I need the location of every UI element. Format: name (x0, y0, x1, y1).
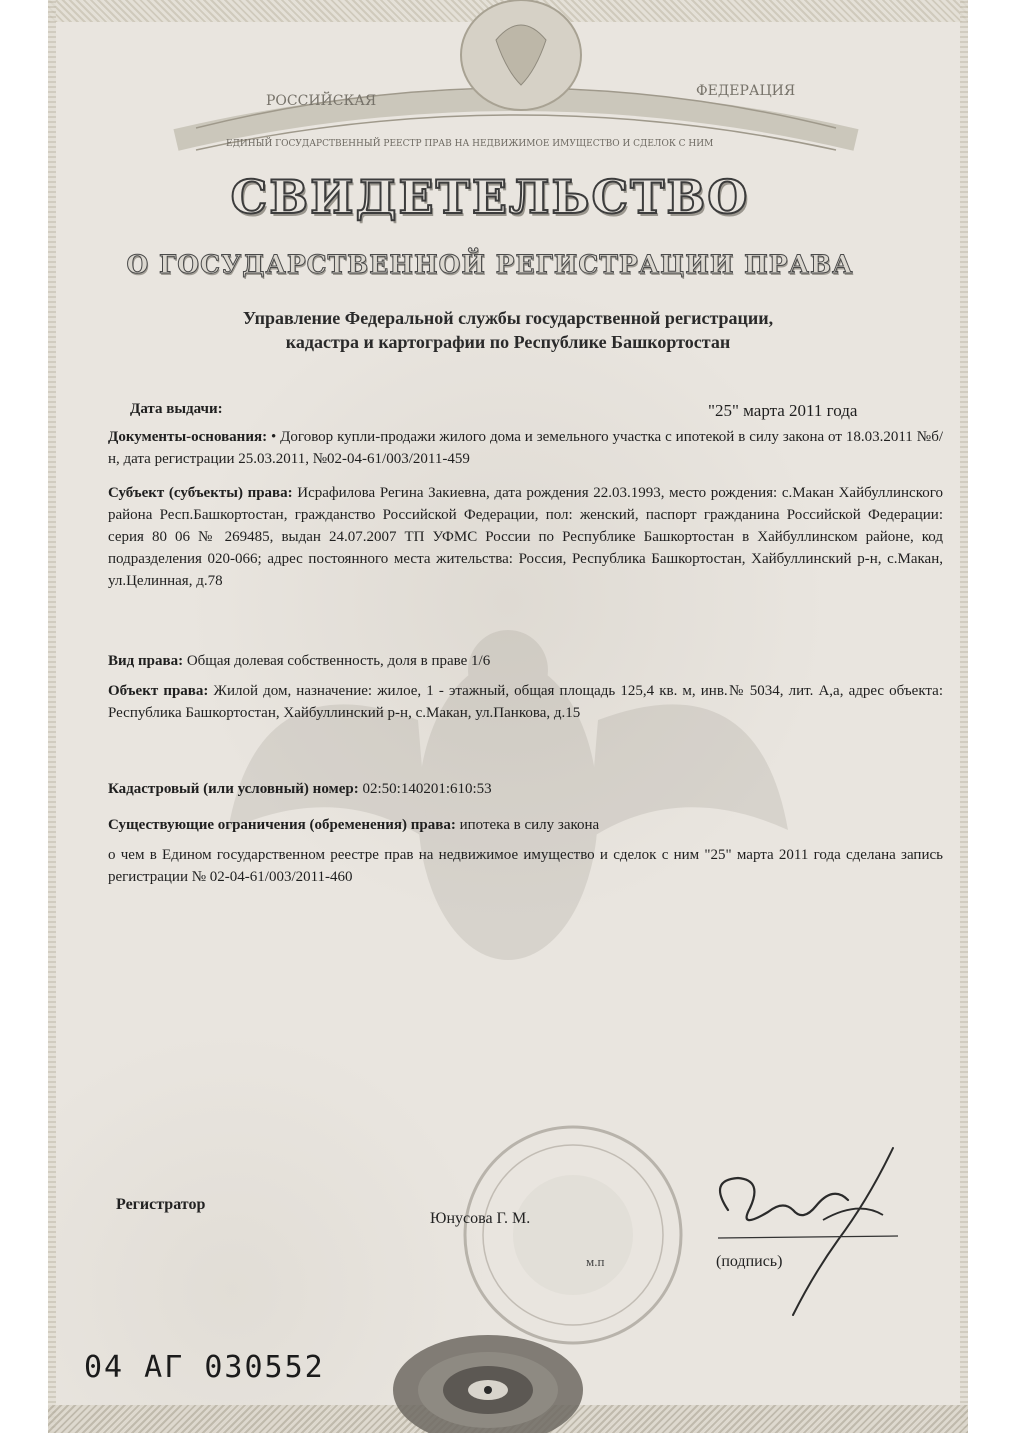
svg-text:ФЕДЕРАЦИЯ: ФЕДЕРАЦИЯ (696, 83, 796, 99)
encumbrances-text: ипотека в силу закона (455, 817, 600, 833)
rosette-ornament-icon (388, 1320, 588, 1433)
state-emblem-band (116, 0, 916, 180)
authority-line: Управление Федеральной службы государственной регистрации, (242, 308, 774, 328)
document-title: СВИДЕТЕЛЬСТВО (230, 170, 750, 224)
cadastral-number-value: 02:50:140201:610:53 (358, 781, 492, 797)
right-object-label: Объект права: (108, 683, 209, 699)
cadastral-number-label: Кадастровый (или условный) номер: (108, 781, 359, 797)
documents-basis (108, 426, 943, 470)
registry-record: о чем в Едином государственном реестре прав на недвижимое имущество и сделок с ним "25" марта 2011 года сделана запись регистрации № 02-04-61/003/2011-460 (108, 847, 943, 885)
right-type-label: Вид права: (108, 653, 184, 669)
cadastral-number (108, 778, 943, 800)
svg-text:ЕДИНЫЙ ГОСУДАРСТВЕННЫЙ РЕЕСТР: ЕДИНЫЙ ГОСУДАРСТВЕННЫЙ РЕЕСТР ПРАВ НА НЕДВИЖИМОЕ ИМУЩЕСТВО И СДЕЛОК С НИМ (226, 139, 714, 149)
right-holder-text: Исрафилова Регина Закиевна, дата рождения 22.03.1993, место рождения: с.Макан Хайбуллинского района Респ.Башкортостан, гражданство Российской Федерации, пол: женский, паспорт гражданина Российской Федерации: серия 80 06 № 269485, выдан 24.07.2007 ТП УФМС России по Республике Башкортостан в Хайбуллинском районе, код подразделения 020-066; адрес постоянного места жительства: Россия, Республика Башкортостан, Хайбуллинский р-н, с.Макан, ул.Целинная, д.78 (108, 485, 943, 589)
certificate-sheet (48, 0, 968, 1433)
right-holder-label: Субъект (субъекты) права: (108, 485, 293, 501)
stamp-place-label: м.п (586, 1254, 605, 1269)
authority-line: кадастра и картографии по Республике Башкортостан (285, 332, 731, 352)
documents-basis-text: • Договор купли-продажи жилого дома и земельного участка с ипотекой в силу закона от 18.03.2011 №б/н, дата регистрации 25.03.2011, №02-04-61/003/2011-459 (108, 429, 943, 467)
official-seal-icon (458, 1120, 688, 1350)
svg-text:РОССИЙСКАЯ: РОССИЙСКАЯ (266, 93, 377, 109)
handwritten-signature-icon (698, 1140, 908, 1320)
issuing-authority (108, 306, 908, 354)
document-subtitle: О ГОСУДАРСТВЕННОЙ РЕГИСТРАЦИИ ПРАВА (126, 250, 854, 279)
encumbrances-label: Существующие ограничения (обременения) права: (108, 817, 456, 833)
right-type (108, 650, 943, 672)
issue-date-label: Дата выдачи: (130, 401, 223, 417)
registrar-name: Юнусова Г. М. (430, 1210, 531, 1227)
encumbrances (108, 814, 943, 836)
right-type-text: Общая долевая собственность, доля в праве 1/6 (183, 653, 491, 669)
registrar-label: Регистратор (116, 1196, 206, 1213)
guilloche-border-right (960, 0, 968, 1433)
issue-date-value: "25" марта 2011 года (708, 401, 858, 420)
right-object-text: Жилой дом, назначение: жилое, 1 - этажный, общая площадь 125,4 кв. м, инв.№ 5034, лит. А,а, адрес объекта: Республика Башкортостан, Хайбуллинский р-н, с.Макан, ул.Панкова, д.15 (108, 683, 943, 721)
signature-caption: (подпись) (716, 1253, 783, 1270)
documents-basis-label: Документы-основания: (108, 429, 268, 445)
form-serial-number: 04 АГ 030552 (84, 1350, 325, 1385)
right-object (108, 680, 943, 724)
right-holder (108, 482, 943, 592)
